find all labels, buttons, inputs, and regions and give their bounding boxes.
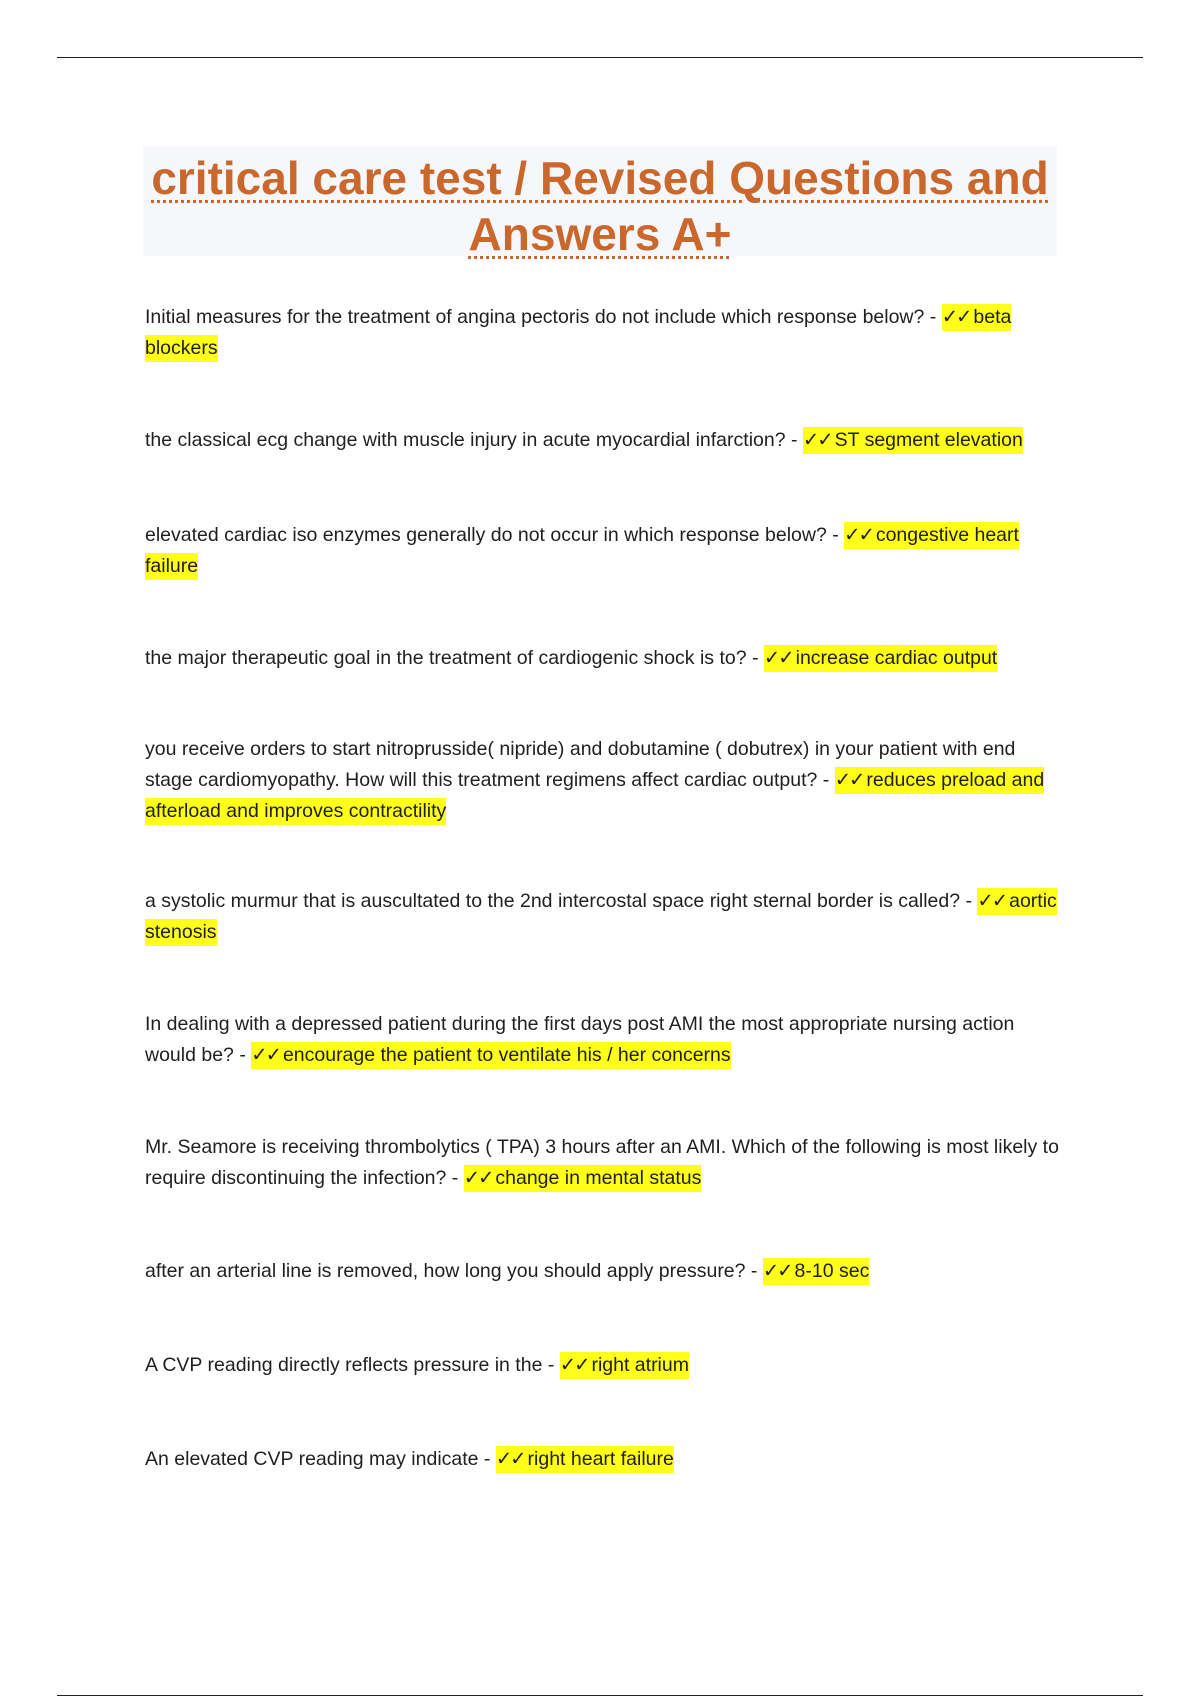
question-text: An elevated CVP reading may indicate - xyxy=(145,1448,491,1470)
answer-highlight xyxy=(560,1352,689,1379)
answer-text: beta blockers xyxy=(145,306,1012,359)
double-check-icon: ✓✓ xyxy=(802,429,832,451)
bottom-rule xyxy=(57,1695,1143,1696)
double-check-icon: ✓✓ xyxy=(251,1044,280,1066)
top-rule xyxy=(57,57,1143,58)
question-text: a systolic murmur that is auscultated to the 2nd intercostal space right sternal border is called? - xyxy=(145,890,972,912)
double-check-icon: ✓✓ xyxy=(559,1354,589,1376)
answer-text: 8-10 sec xyxy=(794,1260,870,1282)
question-text: the classical ecg change with muscle injury in acute myocardial infarction? - xyxy=(145,429,798,451)
qa-item-7 xyxy=(145,1009,1060,1071)
question-text: the major therapeutic goal in the treatment of cardiogenic shock is to? - xyxy=(145,647,759,669)
question-text: after an arterial line is removed, how long you should apply pressure? - xyxy=(145,1260,758,1282)
question-text: you receive orders to start nitroprusside( nipride) and dobutamine ( dobutrex) in your patient with end stage cardiomyopathy. How will this treatment regimens affect cardiac output? - xyxy=(145,738,1016,791)
qa-item-5 xyxy=(145,734,1060,827)
qa-item-3 xyxy=(145,520,1060,582)
double-check-icon: ✓✓ xyxy=(977,890,1007,912)
answer-highlight xyxy=(496,1446,674,1473)
answer-text: right atrium xyxy=(591,1354,689,1376)
double-check-icon: ✓✓ xyxy=(762,1260,792,1282)
question-text: Initial measures for the treatment of angina pectoris do not include which response below? - xyxy=(145,306,937,328)
question-text: In dealing with a depressed patient during the first days post AMI the most appropriate nursing action would be? - xyxy=(145,1013,1015,1066)
answer-text: ST segment elevation xyxy=(834,429,1023,451)
double-check-icon: ✓✓ xyxy=(941,306,971,328)
qa-item-1 xyxy=(145,302,1060,364)
answer-text: right heart failure xyxy=(527,1448,674,1470)
qa-item-10 xyxy=(145,1350,1060,1381)
double-check-icon: ✓✓ xyxy=(834,769,864,791)
answer-text: increase cardiac output xyxy=(795,647,998,669)
answer-highlight xyxy=(763,1258,869,1285)
answer-text: congestive heart failure xyxy=(145,524,1019,577)
question-text: elevated cardiac iso enzymes generally do not occur in which response below? - xyxy=(145,524,839,546)
answer-text: aortic stenosis xyxy=(145,890,1057,943)
double-check-icon: ✓✓ xyxy=(763,647,793,669)
answer-highlight xyxy=(803,427,1023,454)
answer-highlight xyxy=(764,645,997,672)
answer-text: reduces preload and afterload and improves contractility xyxy=(145,769,1045,822)
title-banner xyxy=(143,146,1057,260)
double-check-icon: ✓✓ xyxy=(844,524,873,546)
answer-highlight xyxy=(251,1042,730,1069)
qa-item-6 xyxy=(145,886,1060,948)
question-text: A CVP reading directly reflects pressure in the - xyxy=(145,1354,555,1376)
qa-item-9 xyxy=(145,1256,1060,1287)
answer-text: encourage the patient to ventilate his / her concerns xyxy=(282,1044,731,1066)
question-text: Mr. Seamore is receiving thrombolytics ( TPA) 3 hours after an AMI. Which of the following is most likely to require discontinuing the infection? - xyxy=(145,1136,1059,1189)
double-check-icon: ✓✓ xyxy=(463,1167,493,1189)
document-title-text: critical care test / Revised Questions and Answers A+ xyxy=(151,152,1049,260)
qa-item-4 xyxy=(145,643,1060,674)
double-check-icon: ✓✓ xyxy=(495,1448,525,1470)
qa-item-2 xyxy=(145,425,1060,456)
document-title xyxy=(143,146,1057,262)
qa-item-8 xyxy=(145,1132,1060,1194)
answer-highlight xyxy=(464,1165,702,1192)
qa-item-11 xyxy=(145,1444,1060,1475)
answer-text: change in mental status xyxy=(495,1167,702,1189)
